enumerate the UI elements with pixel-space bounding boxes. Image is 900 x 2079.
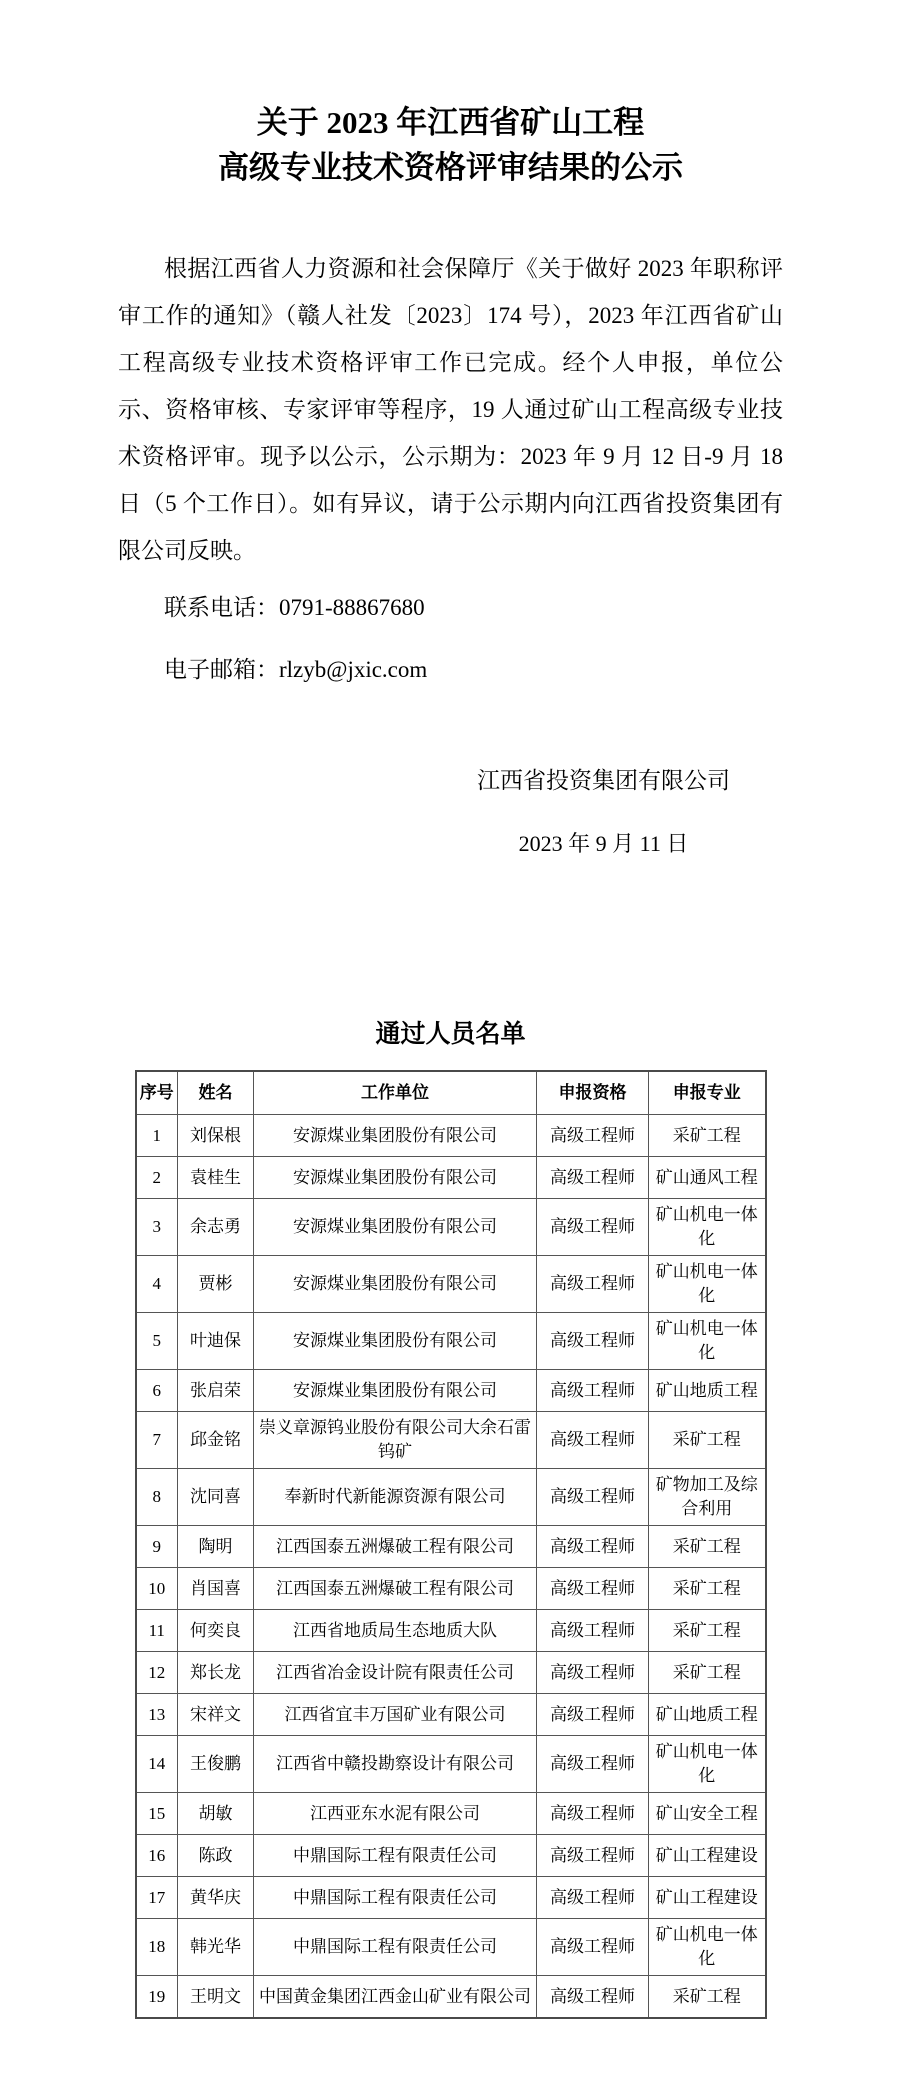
table-cell: 16 <box>136 1835 178 1877</box>
table-row <box>136 1526 766 1568</box>
table-row <box>136 1370 766 1412</box>
table-cell: 中国黄金集团江西金山矿业有限公司 <box>254 1976 537 2019</box>
table-cell: 黄华庆 <box>178 1877 254 1919</box>
table-cell: 宋祥文 <box>178 1694 254 1736</box>
signature-org: 江西省投资集团有限公司 <box>477 768 730 793</box>
table-cell: 矿山安全工程 <box>649 1793 766 1835</box>
table-row <box>136 1736 766 1793</box>
table-row <box>136 1793 766 1835</box>
page-title <box>118 100 783 190</box>
table-cell: 安源煤业集团股份有限公司 <box>254 1199 537 1256</box>
table-header-cell: 序号 <box>136 1071 178 1115</box>
table-cell: 17 <box>136 1877 178 1919</box>
roster-table <box>135 1070 767 2019</box>
table-cell: 江西国泰五洲爆破工程有限公司 <box>254 1568 537 1610</box>
table-cell: 胡敏 <box>178 1793 254 1835</box>
table-cell: 高级工程师 <box>537 1610 649 1652</box>
table-cell: 采矿工程 <box>649 1412 766 1469</box>
table-cell: 矿山机电一体化 <box>649 1736 766 1793</box>
table-cell: 陶明 <box>178 1526 254 1568</box>
contact-phone: 联系电话：0791-88867680 <box>164 595 425 620</box>
table-header-row <box>136 1071 766 1115</box>
table-cell: 沈同喜 <box>178 1469 254 1526</box>
table-cell: 采矿工程 <box>649 1526 766 1568</box>
table-cell: 安源煤业集团股份有限公司 <box>254 1370 537 1412</box>
table-cell: 肖国喜 <box>178 1568 254 1610</box>
table-cell: 韩光华 <box>178 1919 254 1976</box>
table-cell: 江西省地质局生态地质大队 <box>254 1610 537 1652</box>
table-cell: 刘保根 <box>178 1115 254 1157</box>
page-title-line1: 关于 2023 年江西省矿山工程 <box>256 105 645 140</box>
table-row <box>136 1610 766 1652</box>
table-cell: 采矿工程 <box>649 1115 766 1157</box>
table-cell: 安源煤业集团股份有限公司 <box>254 1157 537 1199</box>
table-cell: 高级工程师 <box>537 1199 649 1256</box>
table-cell: 高级工程师 <box>537 1736 649 1793</box>
table-cell: 崇义章源钨业股份有限公司大余石雷钨矿 <box>254 1412 537 1469</box>
table-cell: 矿山地质工程 <box>649 1694 766 1736</box>
table-body <box>136 1115 766 2019</box>
table-cell: 王俊鹏 <box>178 1736 254 1793</box>
table-cell: 13 <box>136 1694 178 1736</box>
table-cell: 袁桂生 <box>178 1157 254 1199</box>
table-cell: 安源煤业集团股份有限公司 <box>254 1313 537 1370</box>
table-header-cell: 申报资格 <box>537 1071 649 1115</box>
table-cell: 高级工程师 <box>537 1835 649 1877</box>
table-header-cell: 工作单位 <box>254 1071 537 1115</box>
table-cell: 中鼎国际工程有限责任公司 <box>254 1835 537 1877</box>
table-row <box>136 1157 766 1199</box>
table-header-cell: 姓名 <box>178 1071 254 1115</box>
signature-date: 2023 年 9 月 11 日 <box>518 831 689 856</box>
table-cell: 高级工程师 <box>537 1976 649 2019</box>
table-cell: 2 <box>136 1157 178 1199</box>
signature-block <box>118 757 730 867</box>
table-cell: 18 <box>136 1919 178 1976</box>
table-cell: 1 <box>136 1115 178 1157</box>
table-cell: 中鼎国际工程有限责任公司 <box>254 1919 537 1976</box>
table-row <box>136 1256 766 1313</box>
table-cell: 中鼎国际工程有限责任公司 <box>254 1877 537 1919</box>
contact-email: 电子邮箱：rlzyb@jxic.com <box>164 657 428 682</box>
table-cell: 矿山工程建设 <box>649 1835 766 1877</box>
table-cell: 高级工程师 <box>537 1568 649 1610</box>
table-cell: 7 <box>136 1412 178 1469</box>
table-cell: 矿山机电一体化 <box>649 1919 766 1976</box>
table-cell: 5 <box>136 1313 178 1370</box>
table-cell: 高级工程师 <box>537 1115 649 1157</box>
table-cell: 王明文 <box>178 1976 254 2019</box>
table-cell: 高级工程师 <box>537 1919 649 1976</box>
table-cell: 高级工程师 <box>537 1469 649 1526</box>
table-cell: 江西省宜丰万国矿业有限公司 <box>254 1694 537 1736</box>
table-cell: 高级工程师 <box>537 1370 649 1412</box>
table-cell: 矿山机电一体化 <box>649 1199 766 1256</box>
table-cell: 9 <box>136 1526 178 1568</box>
table-cell: 江西国泰五洲爆破工程有限公司 <box>254 1526 537 1568</box>
table-cell: 何奕良 <box>178 1610 254 1652</box>
table-cell: 高级工程师 <box>537 1877 649 1919</box>
announcement-paragraph: 根据江西省人力资源和社会保障厅《关于做好 2023 年职称评审工作的通知》（赣人社发〔2023〕174 号），2023 年江西省矿山工程高级专业技术资格评审工作已完成。经个人申报，单位公示、资格审核、专家评审等程序，19 人通过矿山工程高级专业技术资格评审。现予以公示，公示期为：2023 年 9 月 12 日-9 月 18 日（5 个工作日）。如有异议，请于公示期内向江西省投资集团有限公司反映。 <box>118 256 783 563</box>
table-cell: 江西省中赣投勘察设计有限公司 <box>254 1736 537 1793</box>
table-cell: 安源煤业集团股份有限公司 <box>254 1256 537 1313</box>
table-cell: 6 <box>136 1370 178 1412</box>
table-cell: 叶迪保 <box>178 1313 254 1370</box>
table-cell: 10 <box>136 1568 178 1610</box>
table-cell: 3 <box>136 1199 178 1256</box>
table-row <box>136 1313 766 1370</box>
table-cell: 郑长龙 <box>178 1652 254 1694</box>
table-cell: 高级工程师 <box>537 1793 649 1835</box>
table-cell: 邱金铭 <box>178 1412 254 1469</box>
table-row <box>136 1652 766 1694</box>
table-row <box>136 1469 766 1526</box>
table-title: 通过人员名单 <box>375 1021 526 1048</box>
table-cell: 矿物加工及综合利用 <box>649 1469 766 1526</box>
table-row <box>136 1835 766 1877</box>
table-cell: 高级工程师 <box>537 1412 649 1469</box>
table-cell: 张启荣 <box>178 1370 254 1412</box>
table-cell: 14 <box>136 1736 178 1793</box>
table-row <box>136 1919 766 1976</box>
table-cell: 高级工程师 <box>537 1694 649 1736</box>
table-cell: 高级工程师 <box>537 1526 649 1568</box>
table-row <box>136 1694 766 1736</box>
table-cell: 采矿工程 <box>649 1610 766 1652</box>
table-cell: 矿山工程建设 <box>649 1877 766 1919</box>
table-cell: 11 <box>136 1610 178 1652</box>
table-row <box>136 1976 766 2019</box>
table-cell: 高级工程师 <box>537 1652 649 1694</box>
table-cell: 12 <box>136 1652 178 1694</box>
table-cell: 高级工程师 <box>537 1157 649 1199</box>
table-cell: 矿山通风工程 <box>649 1157 766 1199</box>
table-cell: 高级工程师 <box>537 1313 649 1370</box>
table-cell: 余志勇 <box>178 1199 254 1256</box>
table-row <box>136 1412 766 1469</box>
table-cell: 奉新时代新能源资源有限公司 <box>254 1469 537 1526</box>
table-cell: 矿山机电一体化 <box>649 1313 766 1370</box>
table-cell: 采矿工程 <box>649 1568 766 1610</box>
table-row <box>136 1568 766 1610</box>
table-cell: 8 <box>136 1469 178 1526</box>
table-cell: 矿山机电一体化 <box>649 1256 766 1313</box>
table-cell: 陈政 <box>178 1835 254 1877</box>
table-row <box>136 1115 766 1157</box>
table-row <box>136 1199 766 1256</box>
table-cell: 高级工程师 <box>537 1256 649 1313</box>
table-cell: 江西省冶金设计院有限责任公司 <box>254 1652 537 1694</box>
table-cell: 矿山地质工程 <box>649 1370 766 1412</box>
table-header-cell: 申报专业 <box>649 1071 766 1115</box>
table-cell: 4 <box>136 1256 178 1313</box>
table-row <box>136 1877 766 1919</box>
table-cell: 采矿工程 <box>649 1976 766 2019</box>
table-cell: 安源煤业集团股份有限公司 <box>254 1115 537 1157</box>
table-cell: 15 <box>136 1793 178 1835</box>
table-cell: 贾彬 <box>178 1256 254 1313</box>
page-title-line2: 高级专业技术资格评审结果的公示 <box>218 150 683 185</box>
table-cell: 19 <box>136 1976 178 2019</box>
table-cell: 江西亚东水泥有限公司 <box>254 1793 537 1835</box>
table-cell: 采矿工程 <box>649 1652 766 1694</box>
